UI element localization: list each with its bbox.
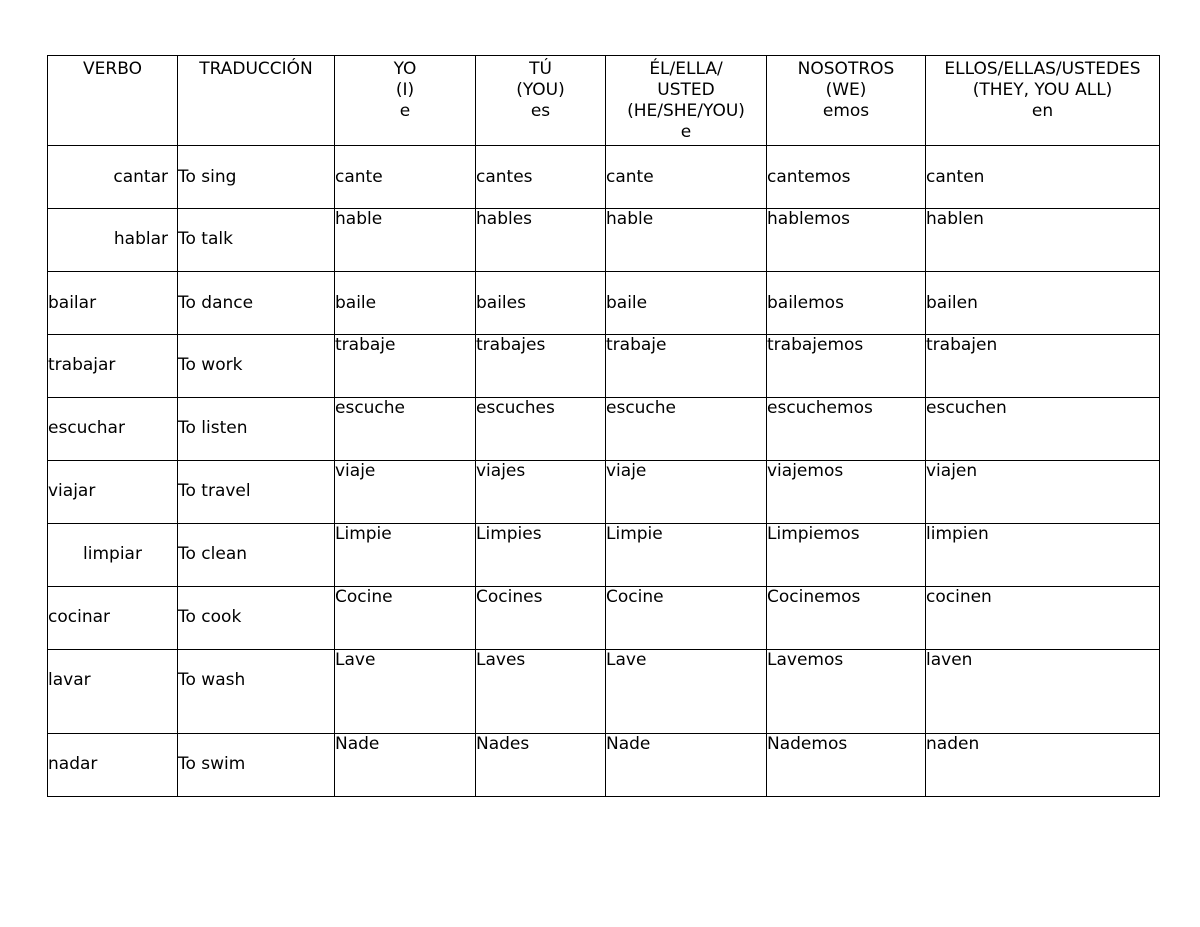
table-row (48, 587, 1160, 650)
header-line: (YOU) (516, 80, 565, 100)
header-line: (WE) (825, 80, 867, 100)
translation-text: To travel (178, 481, 251, 501)
header-el-ella-usted (606, 56, 767, 146)
verb-text: trabajar (48, 355, 116, 375)
el-cell: Nade (606, 734, 767, 797)
ellos-cell: escuchen (926, 398, 1160, 461)
yo-cell: baile (335, 272, 476, 335)
tu-cell: hables (476, 209, 606, 272)
table-row (48, 524, 1160, 587)
ellos-cell: canten (926, 146, 1160, 209)
header-traduccion (178, 56, 335, 146)
header-verbo (48, 56, 178, 146)
el-cell: trabaje (606, 335, 767, 398)
translation-cell (178, 587, 335, 650)
header-line: en (1031, 101, 1054, 121)
el-cell: Limpie (606, 524, 767, 587)
el-cell: hable (606, 209, 767, 272)
ellos-cell: trabajen (926, 335, 1160, 398)
verb-text: viajar (48, 481, 96, 501)
conjugation-table (47, 55, 1160, 797)
translation-cell: To dance (178, 272, 335, 335)
verb-text: nadar (48, 754, 98, 774)
header-line: (THEY, YOU ALL) (972, 80, 1113, 100)
header-line: ELLOS/ELLAS/USTEDES (944, 59, 1141, 79)
table-row (48, 146, 1160, 209)
ellos-cell: laven (926, 650, 1160, 734)
verb-cell (48, 398, 178, 461)
verb-cell: cantar (48, 146, 178, 209)
nosotros-cell: trabajemos (767, 335, 926, 398)
yo-cell: Limpie (335, 524, 476, 587)
translation-text: To clean (178, 544, 248, 564)
verb-cell (48, 524, 178, 587)
header-row (48, 56, 1160, 146)
header-nosotros (767, 56, 926, 146)
el-cell: escuche (606, 398, 767, 461)
header-line: e (680, 122, 692, 142)
ellos-cell: bailen (926, 272, 1160, 335)
table-row (48, 335, 1160, 398)
el-cell: baile (606, 272, 767, 335)
nosotros-cell: Nademos (767, 734, 926, 797)
yo-cell: escuche (335, 398, 476, 461)
table-row (48, 650, 1160, 734)
header-tu (476, 56, 606, 146)
translation-text: To talk (178, 229, 233, 249)
translation-cell (178, 398, 335, 461)
translation-text: To swim (178, 754, 246, 774)
tu-cell: Limpies (476, 524, 606, 587)
verb-text: escuchar (48, 418, 125, 438)
translation-text: To cook (178, 607, 242, 627)
header-line: YO (393, 59, 417, 79)
yo-cell: hable (335, 209, 476, 272)
verb-cell (48, 461, 178, 524)
tu-cell: Cocines (476, 587, 606, 650)
tu-cell: Laves (476, 650, 606, 734)
translation-cell (178, 524, 335, 587)
yo-cell: Nade (335, 734, 476, 797)
el-cell: cante (606, 146, 767, 209)
el-cell: viaje (606, 461, 767, 524)
table-row (48, 398, 1160, 461)
verb-cell (48, 650, 178, 734)
verb-text: lavar (48, 670, 91, 690)
tu-cell: bailes (476, 272, 606, 335)
nosotros-cell: cantemos (767, 146, 926, 209)
verb-cell: bailar (48, 272, 178, 335)
el-cell: Cocine (606, 587, 767, 650)
ellos-cell: hablen (926, 209, 1160, 272)
table-row (48, 272, 1160, 335)
header-line: VERBO (83, 59, 142, 79)
yo-cell: Cocine (335, 587, 476, 650)
header-line: e (399, 101, 411, 121)
header-yo (335, 56, 476, 146)
translation-text: To wash (178, 670, 246, 690)
translation-cell (178, 734, 335, 797)
tu-cell: cantes (476, 146, 606, 209)
verb-cell (48, 335, 178, 398)
table-row (48, 461, 1160, 524)
tu-cell: escuches (476, 398, 606, 461)
tu-cell: viajes (476, 461, 606, 524)
verb-text: cocinar (48, 607, 110, 627)
verb-cell (48, 734, 178, 797)
header-line: (I) (395, 80, 415, 100)
el-cell: Lave (606, 650, 767, 734)
header-line: emos (822, 101, 870, 121)
verb-text: hablar (113, 229, 168, 249)
ellos-cell: cocinen (926, 587, 1160, 650)
translation-text: To listen (178, 418, 248, 438)
translation-cell (178, 335, 335, 398)
translation-cell (178, 209, 335, 272)
table-row (48, 209, 1160, 272)
nosotros-cell: bailemos (767, 272, 926, 335)
yo-cell: cante (335, 146, 476, 209)
yo-cell: viaje (335, 461, 476, 524)
translation-cell: To sing (178, 146, 335, 209)
nosotros-cell: hablemos (767, 209, 926, 272)
translation-text: To work (178, 355, 243, 375)
header-line: NOSOTROS (797, 59, 895, 79)
header-line: USTED (657, 80, 715, 100)
yo-cell: trabaje (335, 335, 476, 398)
header-line: TRADUCCIÓN (199, 59, 313, 79)
header-line: (HE/SHE/YOU) (627, 101, 745, 121)
yo-cell: Lave (335, 650, 476, 734)
nosotros-cell: Lavemos (767, 650, 926, 734)
ellos-cell: limpien (926, 524, 1160, 587)
ellos-cell: viajen (926, 461, 1160, 524)
verb-cell (48, 209, 178, 272)
header-line: ÉL/ELLA/ (649, 59, 723, 79)
nosotros-cell: Cocinemos (767, 587, 926, 650)
verb-cell (48, 587, 178, 650)
verb-text: limpiar (83, 544, 142, 564)
header-line: TÚ (529, 59, 552, 79)
tu-cell: trabajes (476, 335, 606, 398)
header-line: es (530, 101, 551, 121)
ellos-cell: naden (926, 734, 1160, 797)
translation-cell (178, 650, 335, 734)
header-ellos-ellas-ustedes (926, 56, 1160, 146)
table-row (48, 734, 1160, 797)
tu-cell: Nades (476, 734, 606, 797)
nosotros-cell: escuchemos (767, 398, 926, 461)
translation-cell (178, 461, 335, 524)
nosotros-cell: viajemos (767, 461, 926, 524)
nosotros-cell: Limpiemos (767, 524, 926, 587)
